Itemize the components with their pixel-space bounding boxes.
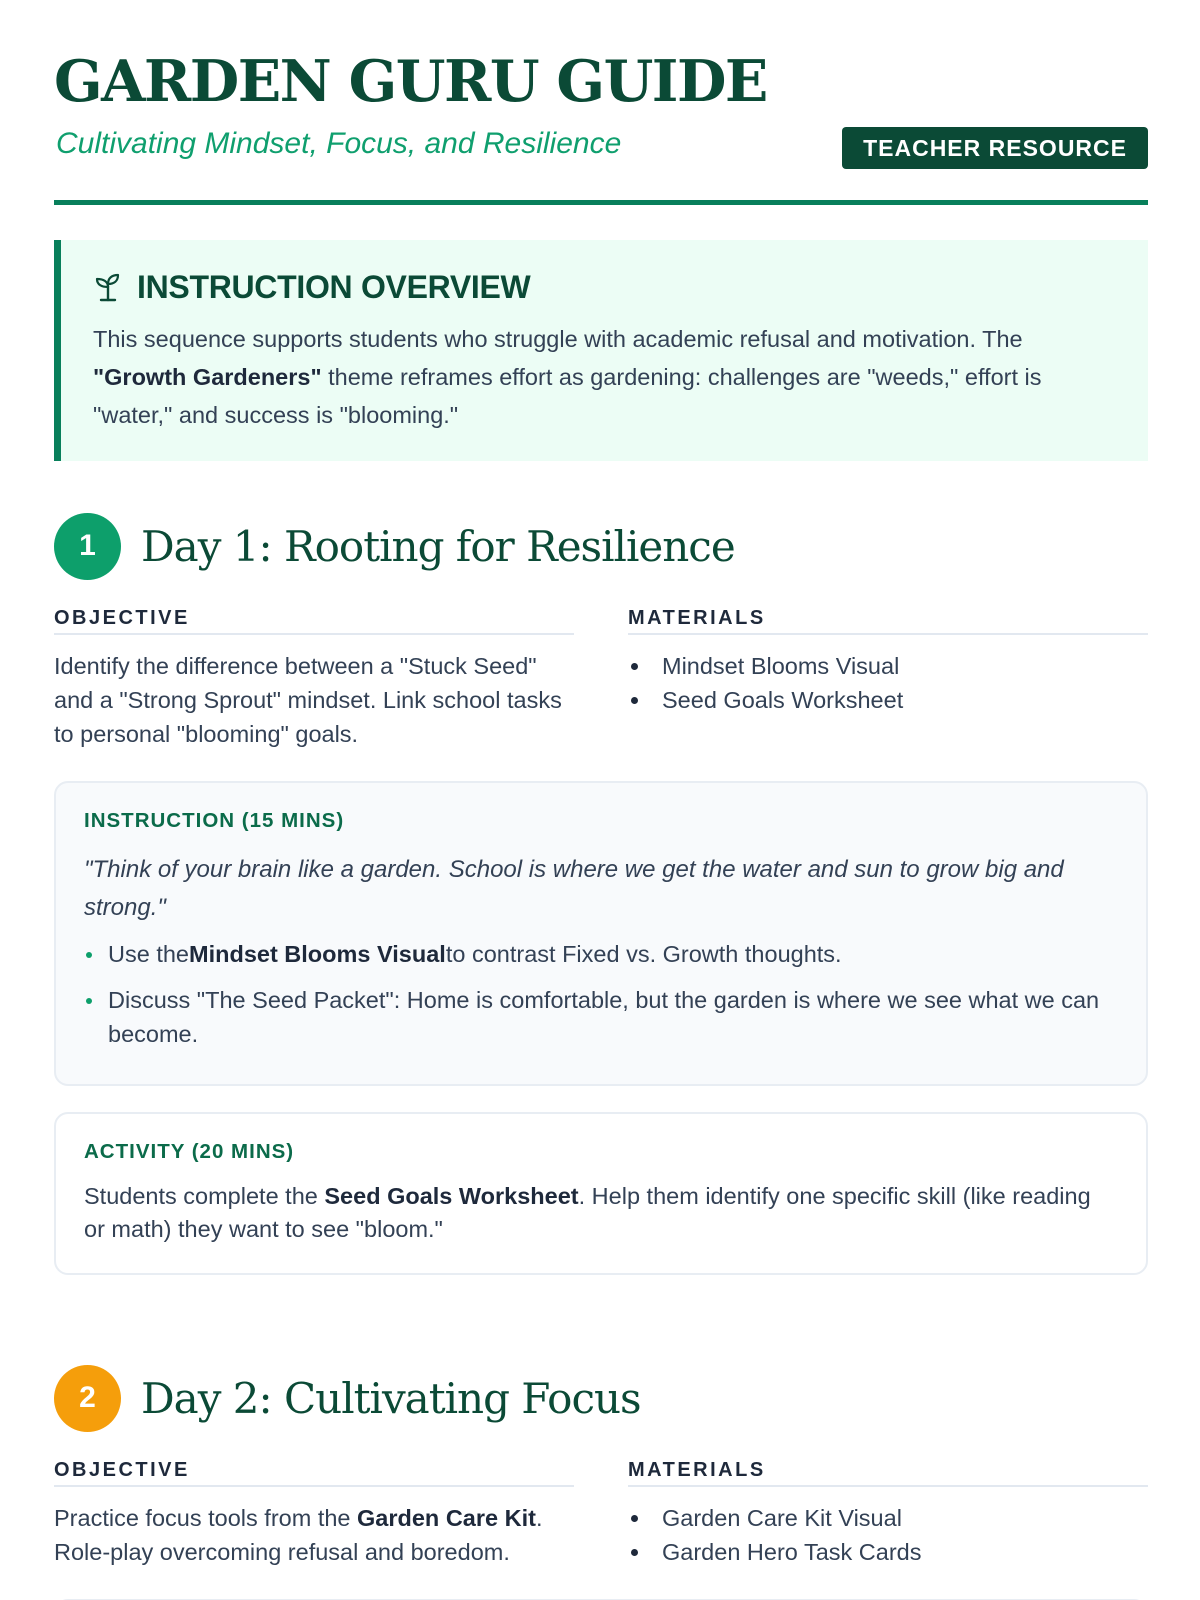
day-2-section [54,1364,1148,1600]
activity-text-part: Students complete the [84,1183,325,1209]
content [54,0,1148,1565]
overview-text-part-1: This sequence supports students who struggle with academic refusal and motivation. The [93,326,1023,352]
instruction-item: Discuss "The Seed Packet": Home is comfortable, but the garden is where we see what we can become. [84,983,1118,1051]
material-item: Garden Hero Task Cards [628,1535,1148,1569]
materials-heading: MATERIALS [628,1458,1148,1487]
day-1-materials [628,606,1148,751]
objective-text: Identify the difference between a "Stuck Seed" and a "Strong Sprout" mindset. Link school tasks to personal "blooming" goals. [54,653,562,747]
instruction-item [84,937,1118,971]
teacher-resource-badge: TEACHER RESOURCE [842,127,1148,169]
day-2-number-badge: 2 [54,1365,121,1432]
overview-text-part-2: theme reframes effort as gardening: challenges are "weeds," effort is "water," and success is "blooming." [93,364,1042,428]
day-1-heading [54,512,1148,580]
day-2-materials [628,1458,1148,1569]
material-item: Mindset Blooms Visual [628,649,1148,683]
overview-text-bold: "Growth Gardeners" [93,364,322,390]
material-item: Garden Care Kit Visual [628,1501,1148,1535]
day-2-heading [54,1364,1148,1432]
instruction-quote: "Think of your brain like a garden. School is where we get the water and sun to grow big and strong." [84,856,1064,921]
materials-heading: MATERIALS [628,606,1148,635]
overview-heading [93,266,1114,308]
activity-text-part: . Help them identify one specific skill (like reading or math) they want to see "bloom." [84,1183,1091,1242]
objective-text-part: Practice focus tools from the [54,1505,358,1531]
day-2-objective [54,1458,574,1569]
objective-heading: OBJECTIVE [54,606,574,635]
instruction-item-text: Use the [108,941,189,967]
objective-text-part: . Role-play overcoming refusal and boredom. [54,1505,543,1565]
page-title: GARDEN GURU GUIDE [54,48,767,115]
page-subtitle: Cultivating Mindset, Focus, and Resilience [56,127,622,160]
instruction-overview [54,240,1148,461]
instruction-item-bold: Mindset Blooms Visual [189,941,446,967]
activity-text [84,1180,1118,1246]
activity-heading: ACTIVITY (20 MINS) [84,1140,295,1163]
day-1-title: Day 1: Rooting for Resilience [141,521,735,571]
instruction-heading: INSTRUCTION (15 MINS) [84,809,345,832]
activity-box [54,1112,1148,1275]
day-1-details [54,606,1148,751]
instruction-box [54,781,1148,1086]
sprout-icon [93,272,123,302]
activity-text-bold: Seed Goals Worksheet [324,1183,579,1209]
overview-text [93,320,1114,434]
overview-title: INSTRUCTION OVERVIEW [137,268,531,305]
header [54,0,1148,205]
objective-heading: OBJECTIVE [54,1458,574,1487]
instruction-item-text: to contrast Fixed vs. Growth thoughts. [445,941,842,967]
instruction-list [84,937,1118,1051]
day-2-details [54,1458,1148,1569]
materials-list [628,1501,1148,1569]
objective-text [54,1501,574,1569]
material-item: Seed Goals Worksheet [628,683,1148,717]
day-1-section [54,512,1148,1275]
materials-list [628,649,1148,717]
day-2-title: Day 2: Cultivating Focus [141,1373,641,1423]
day-1-objective [54,606,574,751]
objective-text-bold: Garden Care Kit [357,1505,536,1531]
day-1-number-badge: 1 [54,513,121,580]
